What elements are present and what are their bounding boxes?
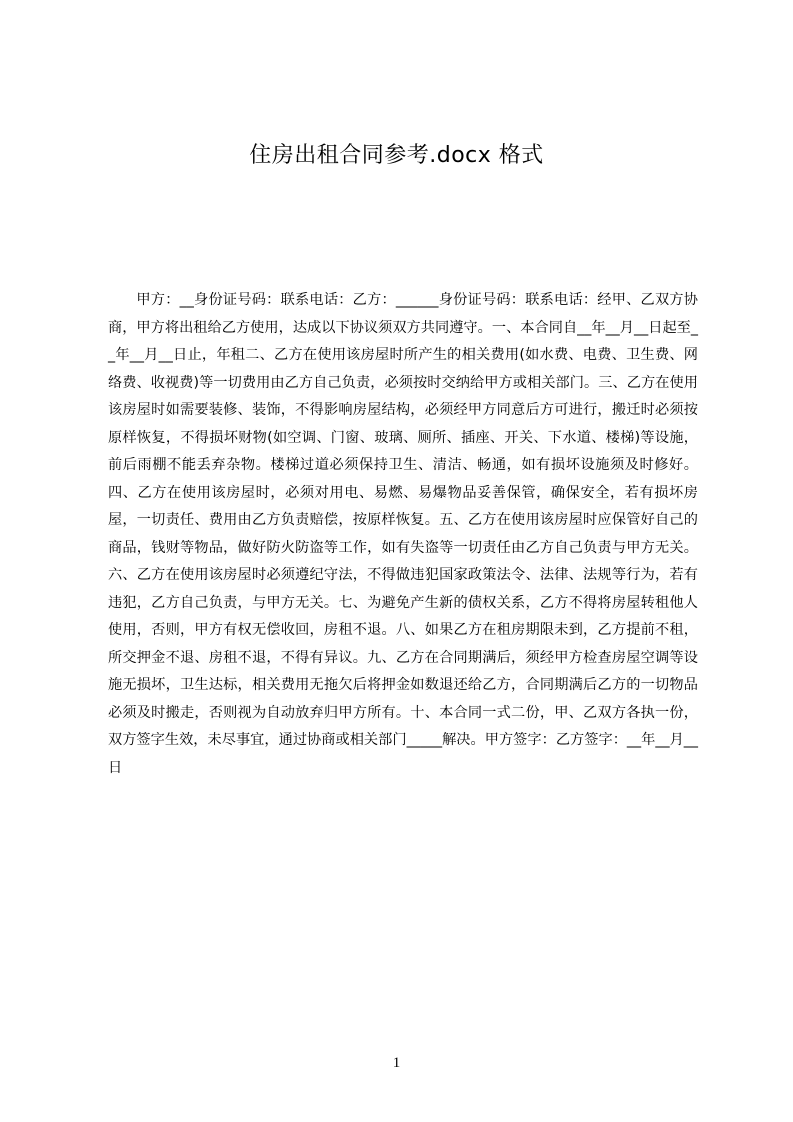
document-title: 住房出租合同参考.docx 格式 bbox=[249, 143, 544, 168]
contract-body-paragraph: 甲方：__身份证号码：联系电话：乙方：______身份证号码：联系电话：经甲、乙双方协商，甲方将出租给乙方使用，达成以下协议须双方共同遵守。一、本合同自__年__月__日起至__年__月__日止，年租二、乙方在使用该房屋时所产生的相关费用(如水费、电费、卫生费、网络费、收视费)等一切费用由乙方自己负责，必须按时交纳给甲方或相关部门。三、乙方在使用该房屋时如需要装修、装饰，不得影响房屋结构，必须经甲方同意后方可进行，搬迁时必须按原样恢复，不得损坏财物(如空调、门窗、玻璃、厕所、插座、开关、下水道、楼梯)等设施，前后雨棚不能丢弃杂物。楼梯过道必须保持卫生、清洁、畅通，如有损坏设施须及时修好。四、乙方在使用该房屋时，必须对用电、易燃、易爆物品妥善保管，确保安全，若有损坏房屋，一切责任、费用由乙方负责赔偿，按原样恢复。五、乙方在使用该房屋时应保管好自己的商品，钱财等物品，做好防火防盗等工作，如有失盗等一切责任由乙方自己负责与甲方无关。六、乙方在使用该房屋时必须遵纪守法，不得做违犯国家政策法令、法律、法规等行为，若有违犯，乙方自己负责，与甲方无关。七、为避免产生新的债权关系，乙方不得将房屋转租他人使用，否则，甲方有权无偿收回，房租不退。八、如果乙方在租房期限未到，乙方提前不租，所交押金不退、房租不退，不得有异议。九、乙方在合同期满后，须经甲方检查房屋空调等设施无损坏，卫生达标，相关费用无拖欠后将押金如数退还给乙方，合同期满后乙方的一切物品必须及时搬走，否则视为自动放弃归甲方所有。十、本合同一式二份，甲、乙双方各执一份，双方签字生效，未尽事宜，通过协商或相关部门_____解决。甲方签字：乙方签字：__年__月__日 bbox=[108, 292, 698, 776]
page-number: 1 bbox=[392, 1055, 401, 1071]
